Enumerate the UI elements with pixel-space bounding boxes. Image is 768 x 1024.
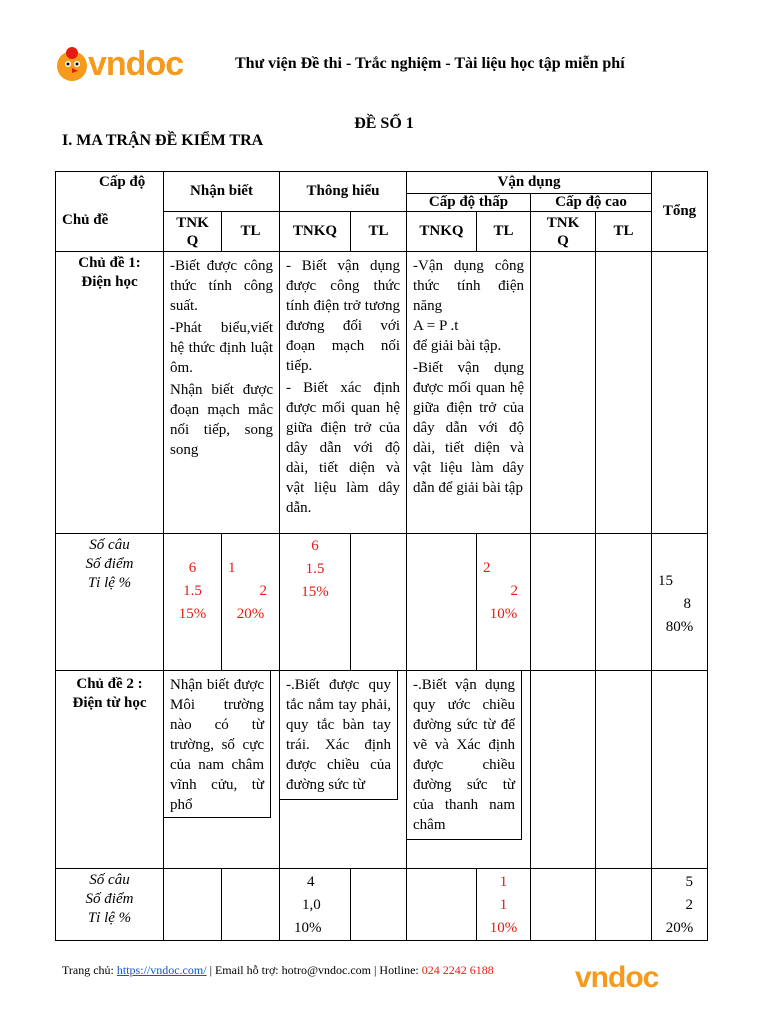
stat-value: 6	[311, 538, 319, 554]
topic2-name	[56, 671, 164, 869]
topic1-stat-vdt-tl	[477, 534, 531, 671]
subheader-vdt-tnkq: TNKQ	[407, 212, 477, 252]
topic1-vd-item: để giải bài tập.	[413, 338, 502, 354]
corner-bottom-label: Chủ đề	[62, 212, 109, 228]
stat-label-so-diem: Số điểm	[85, 556, 134, 572]
topic2-van-dung-thap-cell	[407, 671, 531, 869]
topic1-nb-item: -Phát biểu,viết hệ thức định luật ôm.	[170, 320, 273, 376]
stat-value: 2	[510, 583, 518, 599]
topic1-nb-item: Nhận biết được đoạn mạch mắc nối tiếp, song song	[170, 382, 273, 458]
footer-support-text: | Email hỗ trợ: hotro@vndoc.com | Hotline:	[206, 963, 422, 977]
topic1-nhan-biet-cell	[164, 252, 280, 534]
header-nhan-biet: Nhận biết	[164, 172, 280, 212]
stat-value: 1.5	[183, 583, 202, 599]
subheader-vdc-tl: TL	[596, 212, 652, 252]
stat-label-ti-le: Tỉ lệ %	[87, 575, 132, 591]
footer-home-link[interactable]: https://vndoc.com/	[116, 963, 207, 977]
topic1-vd-item: -Vận dụng công thức tính điện năng	[413, 258, 524, 314]
topic1-stat-vdc-tl	[596, 534, 652, 671]
stat-value: 4	[307, 874, 315, 890]
topic1-vdc-tl-cell	[596, 252, 652, 534]
topic2-th-text: -.Biết được quy tắc nắm tay phải, quy tắc bàn tay trái. Xác định được chiều của đường sức từ	[280, 671, 398, 800]
header-tong: Tổng	[652, 172, 708, 252]
stat-value: 8	[683, 596, 691, 612]
topic2-stat-vdt-tl	[477, 869, 531, 941]
stat-value: 10%	[489, 606, 518, 622]
topic2-name-line1: Chủ đề 2 :	[76, 676, 143, 692]
stat-value: 1	[228, 560, 236, 576]
stat-value: 1	[499, 897, 508, 913]
subheader-th-tnkq: TNKQ	[280, 212, 351, 252]
stat-value: 20%	[665, 920, 694, 936]
topic2-nhan-biet-cell	[164, 671, 280, 869]
footer-hotline[interactable]: 024 2242 6188	[421, 963, 494, 977]
stat-value: 5	[685, 874, 693, 890]
subheader-vdc-tnkq: TNK Q	[531, 212, 596, 252]
topic1-stat-labels	[56, 534, 164, 671]
topic2-stat-vdt-tnkq	[407, 869, 477, 941]
header-cap-do-cao: Cấp độ cao	[531, 194, 652, 212]
footer-home-label: Trang chủ:	[62, 963, 117, 977]
topic2-stat-vdc-tl	[596, 869, 652, 941]
subheader-vdt-tl: TL	[477, 212, 531, 252]
stat-value: 1,0	[302, 897, 321, 913]
stat-label-so-cau: Số câu	[89, 872, 130, 888]
topic2-name-line2: Điện từ học	[72, 695, 147, 711]
topic1-vd-item: -Biết vận dụng được mối quan hệ giữa điện trở của dây dẫn với độ dài, tiết diện và vật liệu làm dây dẫn để giải bài tập	[413, 360, 524, 496]
topic2-stat-vdc-tnkq	[531, 869, 596, 941]
footer-logo-text: vndoc	[575, 961, 659, 994]
topic2-tong-cell	[652, 671, 708, 869]
stat-value: 15%	[178, 606, 207, 622]
exam-matrix-table	[55, 171, 708, 941]
stat-value: 2	[685, 897, 693, 913]
stat-value: 2	[259, 583, 267, 599]
subheader-th-tl: TL	[351, 212, 407, 252]
footer-logo[interactable]	[575, 958, 658, 998]
topic1-name	[56, 252, 164, 534]
section-title: I. MA TRẬN ĐỀ KIỂM TRA	[62, 132, 264, 149]
subheader-nb-tnkq: TNK Q	[164, 212, 222, 252]
topic2-stat-th-tnkq	[280, 869, 351, 941]
stat-value: 1.5	[305, 561, 325, 577]
topic2-stat-nb-tl	[222, 869, 280, 941]
topic1-th-item: - Biết xác định được mối quan hệ giữa điện trở của dây dẫn với độ dài, tiết diện và vật liệu làm dây dẫn.	[286, 380, 400, 516]
stat-value: 10%	[294, 920, 322, 936]
page-footer	[62, 963, 494, 978]
corner-top-label: Cấp độ	[99, 174, 146, 190]
topic2-vd-text: -.Biết vận dụng quy ước chiều đường sức từ để vẽ và Xác định được chiều đường sức từ của thanh nam châm	[407, 671, 522, 840]
topic2-thong-hieu-cell	[280, 671, 407, 869]
header-tagline: Thư viện Đề thi - Trắc nghiệm - Tài liệu học tập miễn phí	[235, 55, 625, 72]
stat-label-ti-le: Tỉ lệ %	[87, 910, 132, 926]
topic1-stat-tong	[652, 534, 708, 671]
stat-value: 15%	[301, 584, 329, 600]
topic2-stat-tong	[652, 869, 708, 941]
topic1-stat-th-tnkq	[280, 534, 351, 671]
document-title: ĐỀ SỐ 1	[354, 115, 414, 132]
topic1-stat-vdt-tnkq	[407, 534, 477, 671]
stat-value: 2	[483, 560, 491, 576]
topic2-stat-nb-tnkq	[164, 869, 222, 941]
stat-label-so-cau: Số câu	[89, 537, 130, 553]
topic2-nb-text: Nhận biết được Môi trường nào có từ trường, số cực của nam châm vĩnh cửu, từ phổ	[164, 671, 271, 818]
chicken-mascot-icon	[52, 44, 92, 84]
stat-value: 10%	[489, 920, 518, 936]
logo-text: vndoc	[88, 45, 184, 83]
topic1-th-item: - Biết vận dụng được công thức tính điện trở tương đương đối với đoạn mạch nối tiếp.	[286, 258, 400, 374]
topic2-stat-labels	[56, 869, 164, 941]
topic1-vd-formula: A = P .t	[413, 318, 459, 334]
topic1-nb-item: -Biết được công thức tính công suất.	[170, 258, 273, 314]
topic1-stat-vdc-tnkq	[531, 534, 596, 671]
header-cap-do-thap: Cấp độ thấp	[407, 194, 531, 212]
topic2-vdc-tnkq-cell	[531, 671, 596, 869]
stat-value: 80%	[665, 619, 694, 635]
topic2-stat-th-tl	[351, 869, 407, 941]
topic1-name-line2: Điện học	[81, 274, 138, 290]
header-van-dung: Vận dụng	[407, 172, 652, 194]
topic1-stat-nb-tnkq	[164, 534, 222, 671]
topic1-name-line1: Chủ đề 1:	[78, 255, 141, 271]
header-thong-hieu: Thông hiểu	[280, 172, 407, 212]
topic1-stat-th-tl	[351, 534, 407, 671]
stat-value: 20%	[236, 606, 265, 622]
topic2-vdc-tl-cell	[596, 671, 652, 869]
topic1-vdc-tnkq-cell	[531, 252, 596, 534]
topic1-van-dung-thap-cell	[407, 252, 531, 534]
topic1-thong-hieu-cell	[280, 252, 407, 534]
subheader-nb-tl: TL	[222, 212, 280, 252]
stat-label-so-diem: Số điểm	[85, 891, 134, 907]
stat-value: 1	[499, 874, 508, 890]
stat-value: 15	[658, 573, 673, 589]
stat-value: 6	[188, 560, 197, 576]
vndoc-logo[interactable]	[52, 44, 202, 84]
topic1-stat-nb-tl	[222, 534, 280, 671]
corner-header	[56, 172, 164, 252]
topic1-tong-cell	[652, 252, 708, 534]
